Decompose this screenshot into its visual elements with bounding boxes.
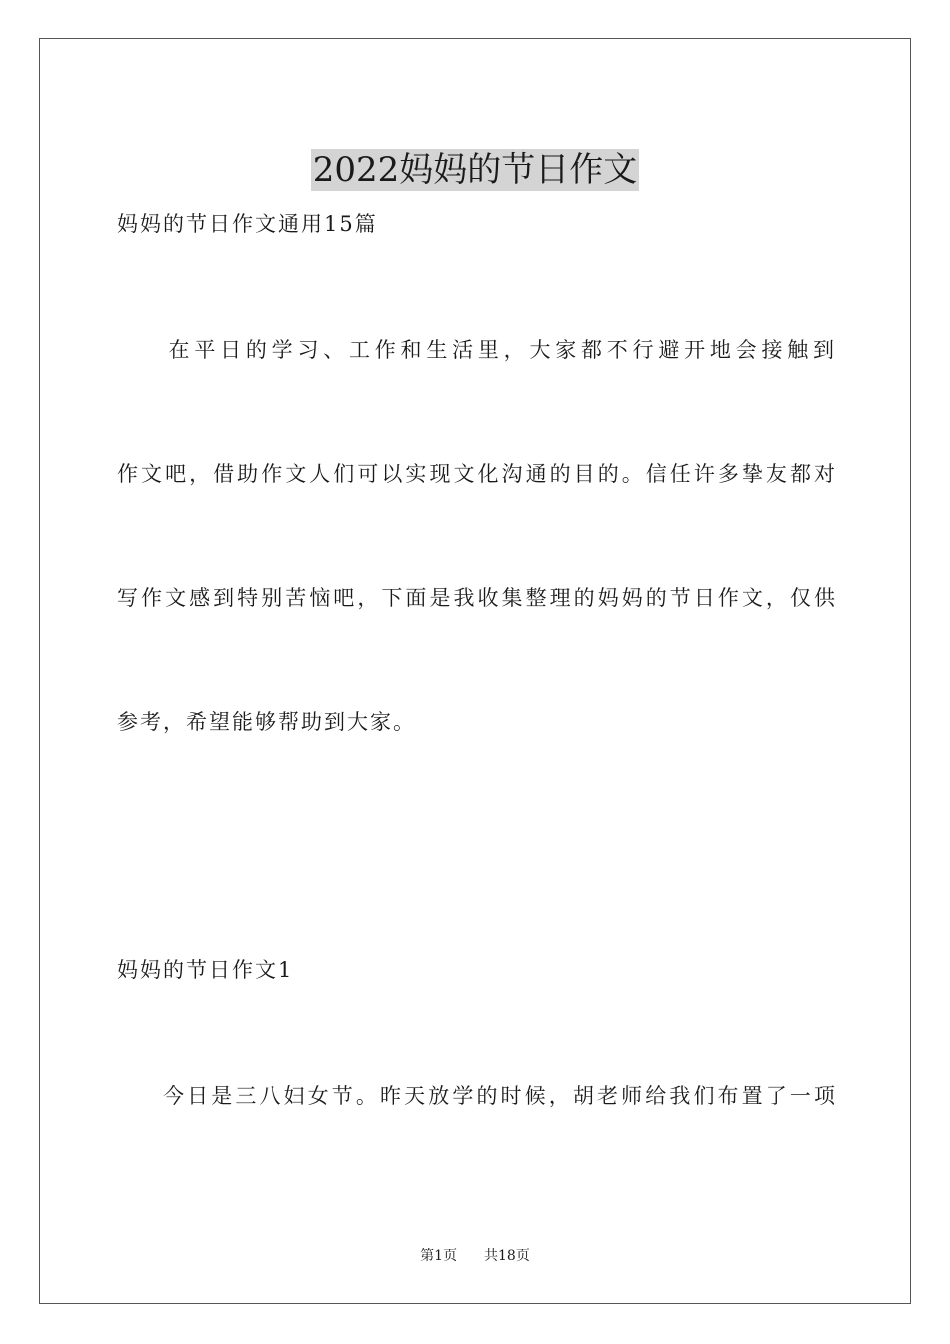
title-container (0, 126, 950, 214)
page-number: 第1页 (420, 1248, 458, 1264)
intro-line-3: 写作文感到特别苦恼吧，下面是我收集整理的妈妈的节日作文，仅供 (117, 586, 835, 610)
section-heading: 妈妈的节日作文1 (117, 958, 294, 982)
intro-line-1: 在平日的学习、工作和生活里，大家都不行避开地会接触到 (117, 338, 835, 362)
section-line-1: 今日是三八妇女节。昨天放学的时候，胡老师给我们布置了一项 (163, 1084, 835, 1108)
document-title: 2022妈妈的节日作文 (312, 149, 638, 190)
document-subtitle: 妈妈的节日作文通用15篇 (117, 212, 378, 236)
intro-line-2: 作文吧，借助作文人们可以实现文化沟通的目的。信任许多挚友都对 (117, 462, 835, 486)
intro-line-4: 参考，希望能够帮助到大家。 (117, 710, 416, 734)
page-total: 共18页 (484, 1248, 530, 1264)
page-footer (0, 1246, 950, 1266)
